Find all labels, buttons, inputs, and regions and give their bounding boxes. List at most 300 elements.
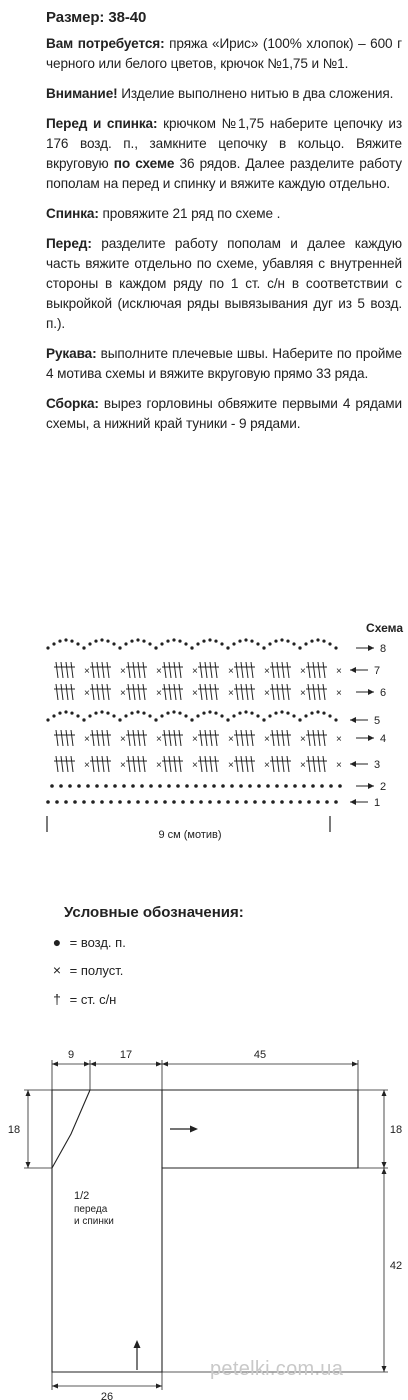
double-stitch xyxy=(210,730,212,746)
double-stitch xyxy=(210,684,212,700)
double-stitch xyxy=(318,756,320,772)
chain-dot xyxy=(320,784,324,788)
single-stitch: × xyxy=(120,688,126,699)
arc-dot xyxy=(232,642,235,645)
arc-dot xyxy=(298,718,301,721)
chain-dot xyxy=(64,800,68,804)
neckline xyxy=(52,1090,90,1168)
chain-dot xyxy=(316,800,320,804)
arc-dot xyxy=(208,638,211,641)
double-stitch xyxy=(323,756,325,772)
chain-dot xyxy=(104,784,108,788)
double-stitch xyxy=(323,662,325,678)
single-stitch: × xyxy=(156,688,162,699)
chain-dot xyxy=(181,800,185,804)
double-stitch xyxy=(107,730,109,746)
double-stitch xyxy=(308,730,310,746)
arc-dot xyxy=(142,711,145,714)
chain-dot xyxy=(68,784,72,788)
legend-item-double: † = ст. с/н xyxy=(48,991,116,1007)
single-stitch: × xyxy=(192,688,198,699)
row-arrow-head xyxy=(368,645,374,651)
double-stitch xyxy=(169,730,171,746)
double-stitch xyxy=(174,756,176,772)
double-stitch xyxy=(164,756,166,772)
chain-dot xyxy=(302,784,306,788)
chain-dot xyxy=(73,800,77,804)
double-stitch xyxy=(102,730,104,746)
double-stitch xyxy=(313,684,315,700)
arc-dot xyxy=(334,646,337,649)
double-stitch xyxy=(236,756,238,772)
chain-dot xyxy=(136,800,140,804)
chain-dot xyxy=(91,800,95,804)
single-stitch: × xyxy=(84,760,90,771)
double-stitch xyxy=(287,662,289,678)
double-stitch xyxy=(287,730,289,746)
front-back-paragraph: Перед и спинка: крючком №1,75 наберите цепочку из 176 возд. п., замкните цепочку в кольцо. Вяжите вкруговую по схеме 36 рядов. Далее разделите работу пополам на перед и спинку и вяжите каждую отдельно. xyxy=(46,116,403,191)
single-stitch: × xyxy=(84,688,90,699)
chain-dot xyxy=(212,784,216,788)
chain-dot xyxy=(50,784,54,788)
chain-dot xyxy=(334,800,338,804)
double-stitch xyxy=(241,662,243,678)
chain-dot xyxy=(311,784,315,788)
double-stitch xyxy=(210,756,212,772)
double-stitch xyxy=(128,730,130,746)
piece-label-fraction: 1/2 xyxy=(74,1190,90,1202)
double-stitch xyxy=(164,662,166,678)
arc-dot xyxy=(274,711,277,714)
double-stitch xyxy=(56,662,58,678)
double-stitch xyxy=(241,730,243,746)
double-stitch xyxy=(174,730,176,746)
arc-dot xyxy=(58,711,61,714)
double-stitch xyxy=(282,684,284,700)
double-stitch xyxy=(282,756,284,772)
arc-dot xyxy=(256,642,259,645)
front-paragraph: Перед: разделите работу пополам и далее каждую часть вяжите отдельно по схеме, убавляя с внутренней стороны в каждом ряду по 1 ст. с/н в соответствии с выкройкой (исключая ряды вывязывания дуг из 5 возд. п.). xyxy=(46,236,402,331)
arc-dot xyxy=(328,714,331,717)
arc-dot xyxy=(94,711,97,714)
arc-dot xyxy=(304,714,307,717)
arc-dot xyxy=(124,714,127,717)
chain-dot xyxy=(86,784,90,788)
double-stitch xyxy=(92,684,94,700)
chain-dot xyxy=(185,784,189,788)
single-stitch: × xyxy=(192,734,198,745)
arc-dot xyxy=(142,639,145,642)
double-stitch xyxy=(200,662,202,678)
double-stitch xyxy=(200,756,202,772)
double-stitch xyxy=(205,684,207,700)
chain-dot xyxy=(55,800,59,804)
chain-dot xyxy=(199,800,203,804)
chain-dot xyxy=(149,784,153,788)
arc-dot xyxy=(70,639,73,642)
arc-dot xyxy=(196,714,199,717)
arc-dot xyxy=(160,642,163,645)
double-stitch xyxy=(92,730,94,746)
arc-dot xyxy=(244,638,247,641)
arc-dot xyxy=(262,646,265,649)
arc-dot xyxy=(130,711,133,714)
arc-dot xyxy=(238,711,241,714)
size-title: Размер: 38-40 xyxy=(46,9,147,26)
chain-dot xyxy=(329,784,333,788)
double-stitch xyxy=(143,756,145,772)
arc-dot xyxy=(238,639,241,642)
row-number: 5 xyxy=(374,715,381,727)
arc-dot xyxy=(256,714,259,717)
single-stitch: × xyxy=(336,666,342,677)
arc-dot xyxy=(244,710,247,713)
double-stitch xyxy=(246,730,248,746)
row-arrow-head xyxy=(350,667,356,673)
arc-dot xyxy=(52,642,55,645)
arc-dot xyxy=(220,642,223,645)
chain-dot xyxy=(257,784,261,788)
double-stitch xyxy=(61,730,63,746)
arc-dot xyxy=(304,642,307,645)
arc-dot xyxy=(220,714,223,717)
double-stitch xyxy=(272,730,274,746)
arc-dot xyxy=(196,642,199,645)
arc-dot xyxy=(250,639,253,642)
double-stitch xyxy=(143,662,145,678)
dim-top-sleeve: 45 xyxy=(253,1049,267,1061)
arc-dot xyxy=(280,638,283,641)
double-stitch xyxy=(107,662,109,678)
arc-dot xyxy=(190,718,193,721)
double-stitch xyxy=(102,756,104,772)
single-stitch: × xyxy=(120,666,126,677)
double-stitch xyxy=(277,662,279,678)
double-stitch xyxy=(241,684,243,700)
chain-dot xyxy=(176,784,180,788)
single-stitch: × xyxy=(300,666,306,677)
dim-bottom: 26 xyxy=(100,1391,114,1400)
arc-dot xyxy=(88,642,91,645)
arc-dot xyxy=(292,642,295,645)
arc-dot xyxy=(172,710,175,713)
arc-dot xyxy=(148,642,151,645)
double-stitch xyxy=(174,684,176,700)
single-stitch: × xyxy=(300,760,306,771)
double-stitch xyxy=(236,662,238,678)
arc-dot xyxy=(208,710,211,713)
row-number: 6 xyxy=(380,687,387,699)
double-stitch xyxy=(277,684,279,700)
chain-dot xyxy=(46,800,50,804)
double-stitch xyxy=(236,684,238,700)
chain-dot xyxy=(82,800,86,804)
arc-dot xyxy=(46,718,49,721)
double-stitch xyxy=(56,730,58,746)
single-stitch: × xyxy=(84,734,90,745)
warning-paragraph: Внимание! Изделие выполнено нитью в два сложения. xyxy=(46,86,394,101)
double-stitch xyxy=(318,662,320,678)
arc-dot xyxy=(100,638,103,641)
arc-dot xyxy=(100,710,103,713)
chain-dot xyxy=(140,784,144,788)
arc-dot xyxy=(112,714,115,717)
arc-dot xyxy=(166,711,169,714)
arc-dot xyxy=(280,710,283,713)
arc-dot xyxy=(322,711,325,714)
arc-dot xyxy=(214,711,217,714)
arc-dot xyxy=(334,718,337,721)
assembly-paragraph: Сборка: вырез горловины обвяжите первыми 4 рядами схемы, а нижний край туники - 9 рядами. xyxy=(46,396,402,431)
chain-dot xyxy=(307,800,311,804)
double-stitch xyxy=(200,684,202,700)
chain-dot xyxy=(208,800,212,804)
single-stitch: × xyxy=(228,666,234,677)
arc-dot xyxy=(274,639,277,642)
double-stitch xyxy=(169,684,171,700)
double-stitch xyxy=(215,662,217,678)
single-stitch: × xyxy=(264,734,270,745)
chain-dot xyxy=(100,800,104,804)
double-stitch xyxy=(251,730,253,746)
chain-dot xyxy=(167,784,171,788)
row-number: 3 xyxy=(374,759,381,771)
double-stitch xyxy=(318,684,320,700)
arc-dot xyxy=(94,639,97,642)
dim-right-body: 42 xyxy=(389,1260,403,1272)
chain-dot xyxy=(163,800,167,804)
arc-dot xyxy=(268,642,271,645)
double-stitch xyxy=(313,662,315,678)
arc-dot xyxy=(58,639,61,642)
double-stitch xyxy=(133,662,135,678)
arc-dot xyxy=(82,646,85,649)
double-stitch xyxy=(97,684,99,700)
row-arrow-head xyxy=(350,799,356,805)
dim-right-sleeve: 18 xyxy=(389,1124,403,1136)
double-stitch xyxy=(308,684,310,700)
arc-dot xyxy=(202,639,205,642)
watermark: petelki.com.ua xyxy=(210,1358,344,1380)
row-number: 1 xyxy=(374,797,381,809)
arc-dot xyxy=(46,646,49,649)
arc-dot xyxy=(178,639,181,642)
double-stitch xyxy=(318,730,320,746)
chain-dot xyxy=(284,784,288,788)
chain-dot xyxy=(113,784,117,788)
arc-dot xyxy=(148,714,151,717)
arc-dot xyxy=(292,714,295,717)
crochet-scheme xyxy=(0,614,408,854)
chain-dot xyxy=(271,800,275,804)
double-stitch xyxy=(56,756,58,772)
single-stitch: × xyxy=(156,666,162,677)
row-arrow-head xyxy=(368,689,374,695)
single-stitch: × xyxy=(264,666,270,677)
single-stitch: × xyxy=(300,734,306,745)
double-stitch xyxy=(179,756,181,772)
row-arrow-head xyxy=(368,783,374,789)
arc-dot xyxy=(106,711,109,714)
row-number: 4 xyxy=(380,733,387,745)
double-stitch xyxy=(308,756,310,772)
arc-dot xyxy=(160,714,163,717)
double-stitch xyxy=(128,684,130,700)
double-stitch xyxy=(138,684,140,700)
dim-left: 18 xyxy=(7,1124,21,1136)
legend-item-chain: ● = возд. п. xyxy=(48,934,126,950)
chain-dot xyxy=(158,784,162,788)
double-stitch xyxy=(102,684,104,700)
chain-dot xyxy=(248,784,252,788)
double-stitch xyxy=(251,662,253,678)
chain-dot xyxy=(172,800,176,804)
arc-dot xyxy=(82,718,85,721)
double-stitch xyxy=(97,662,99,678)
chain-dot xyxy=(230,784,234,788)
direction-arrow-up xyxy=(134,1340,141,1370)
double-stitch xyxy=(71,684,73,700)
dim-top-shoulder: 17 xyxy=(119,1049,133,1061)
arc-dot xyxy=(172,638,175,641)
double-stitch xyxy=(246,684,248,700)
double-stitch xyxy=(205,756,207,772)
arc-dot xyxy=(154,718,157,721)
double-stitch xyxy=(66,730,68,746)
piece-label-line1: переда xyxy=(74,1204,108,1215)
double-stitch xyxy=(277,756,279,772)
double-stitch xyxy=(133,756,135,772)
double-stitch xyxy=(66,756,68,772)
arc-dot xyxy=(298,646,301,649)
double-stitch xyxy=(287,756,289,772)
chain-dot xyxy=(59,784,63,788)
arc-dot xyxy=(112,642,115,645)
double-stitch xyxy=(272,756,274,772)
arc-dot xyxy=(124,642,127,645)
legend-item-single: × = полуст. xyxy=(48,962,123,978)
arc-dot xyxy=(322,639,325,642)
double-stitch xyxy=(102,662,104,678)
arc-dot xyxy=(136,710,139,713)
row-number: 2 xyxy=(380,781,387,793)
arc-dot xyxy=(118,718,121,721)
sleeves-paragraph: Рукава: выполните плечевые швы. Наберите по пройме 4 мотива схемы и вяжите вкруговую прямо 33 ряда. xyxy=(46,346,402,381)
chain-dot xyxy=(131,784,135,788)
chain-dot xyxy=(127,800,131,804)
chain-dot xyxy=(289,800,293,804)
arc-dot xyxy=(118,646,121,649)
chain-dot xyxy=(293,784,297,788)
chain-dot xyxy=(275,784,279,788)
double-stitch xyxy=(313,730,315,746)
single-stitch: × xyxy=(264,760,270,771)
single-stitch: × xyxy=(120,760,126,771)
pattern-outline xyxy=(52,1090,358,1372)
piece-label-line2: и спинки xyxy=(74,1216,114,1227)
single-stitch: × xyxy=(156,734,162,745)
arc-dot xyxy=(232,714,235,717)
double-stitch xyxy=(282,662,284,678)
arc-dot xyxy=(64,710,67,713)
double-stitch xyxy=(164,684,166,700)
single-stitch: × xyxy=(192,666,198,677)
double-stitch xyxy=(61,756,63,772)
chain-dot xyxy=(109,800,113,804)
double-stitch xyxy=(215,756,217,772)
double-stitch xyxy=(107,684,109,700)
double-stitch xyxy=(287,684,289,700)
single-stitch: × xyxy=(156,760,162,771)
arc-dot xyxy=(106,639,109,642)
chain-dot xyxy=(77,784,81,788)
double-stitch xyxy=(200,730,202,746)
row-arrows xyxy=(350,643,386,809)
double-stitch xyxy=(61,662,63,678)
double-stitch xyxy=(174,662,176,678)
scheme-stitches xyxy=(46,638,342,803)
double-stitch xyxy=(164,730,166,746)
double-stitch xyxy=(272,684,274,700)
chain-dot xyxy=(190,800,194,804)
single-stitch: × xyxy=(336,688,342,699)
double-stitch xyxy=(313,756,315,772)
single-stitch: × xyxy=(120,734,126,745)
single-stitch: × xyxy=(228,688,234,699)
chain-dot xyxy=(280,800,284,804)
double-stitch xyxy=(308,662,310,678)
arc-dot xyxy=(310,639,313,642)
direction-arrow-right xyxy=(170,1126,198,1133)
double-stitch xyxy=(92,756,94,772)
chain-dot xyxy=(203,784,207,788)
double-stitch xyxy=(179,662,181,678)
chain-dot xyxy=(217,800,221,804)
arc-dot xyxy=(286,639,289,642)
arc-dot xyxy=(136,638,139,641)
row-arrow-head xyxy=(350,717,356,723)
double-stitch xyxy=(143,730,145,746)
double-stitch xyxy=(282,730,284,746)
chain-dot xyxy=(253,800,257,804)
double-stitch xyxy=(71,756,73,772)
double-stitch xyxy=(277,730,279,746)
arc-dot xyxy=(316,638,319,641)
arc-dot xyxy=(88,714,91,717)
arc-dot xyxy=(76,714,79,717)
double-stitch xyxy=(272,662,274,678)
double-stitch xyxy=(215,730,217,746)
arc-dot xyxy=(268,714,271,717)
double-stitch xyxy=(92,662,94,678)
chain-dot xyxy=(226,800,230,804)
arc-dot xyxy=(70,711,73,714)
double-stitch xyxy=(66,684,68,700)
double-stitch xyxy=(179,684,181,700)
double-stitch xyxy=(246,756,248,772)
arc-dot xyxy=(76,642,79,645)
double-stitch xyxy=(133,684,135,700)
dim-top-neck: 9 xyxy=(67,1049,75,1061)
arc-dot xyxy=(178,711,181,714)
arc-dot xyxy=(262,718,265,721)
materials-paragraph: Вам потребуется: пряжа «Ирис» (100% хлопок) – 600 г черного или белого цветов, крючок №1,75 и №1. xyxy=(46,36,402,71)
arc-dot xyxy=(316,710,319,713)
arc-dot xyxy=(64,638,67,641)
arc-dot xyxy=(154,646,157,649)
row-arrow-head xyxy=(350,761,356,767)
double-stitch xyxy=(205,730,207,746)
